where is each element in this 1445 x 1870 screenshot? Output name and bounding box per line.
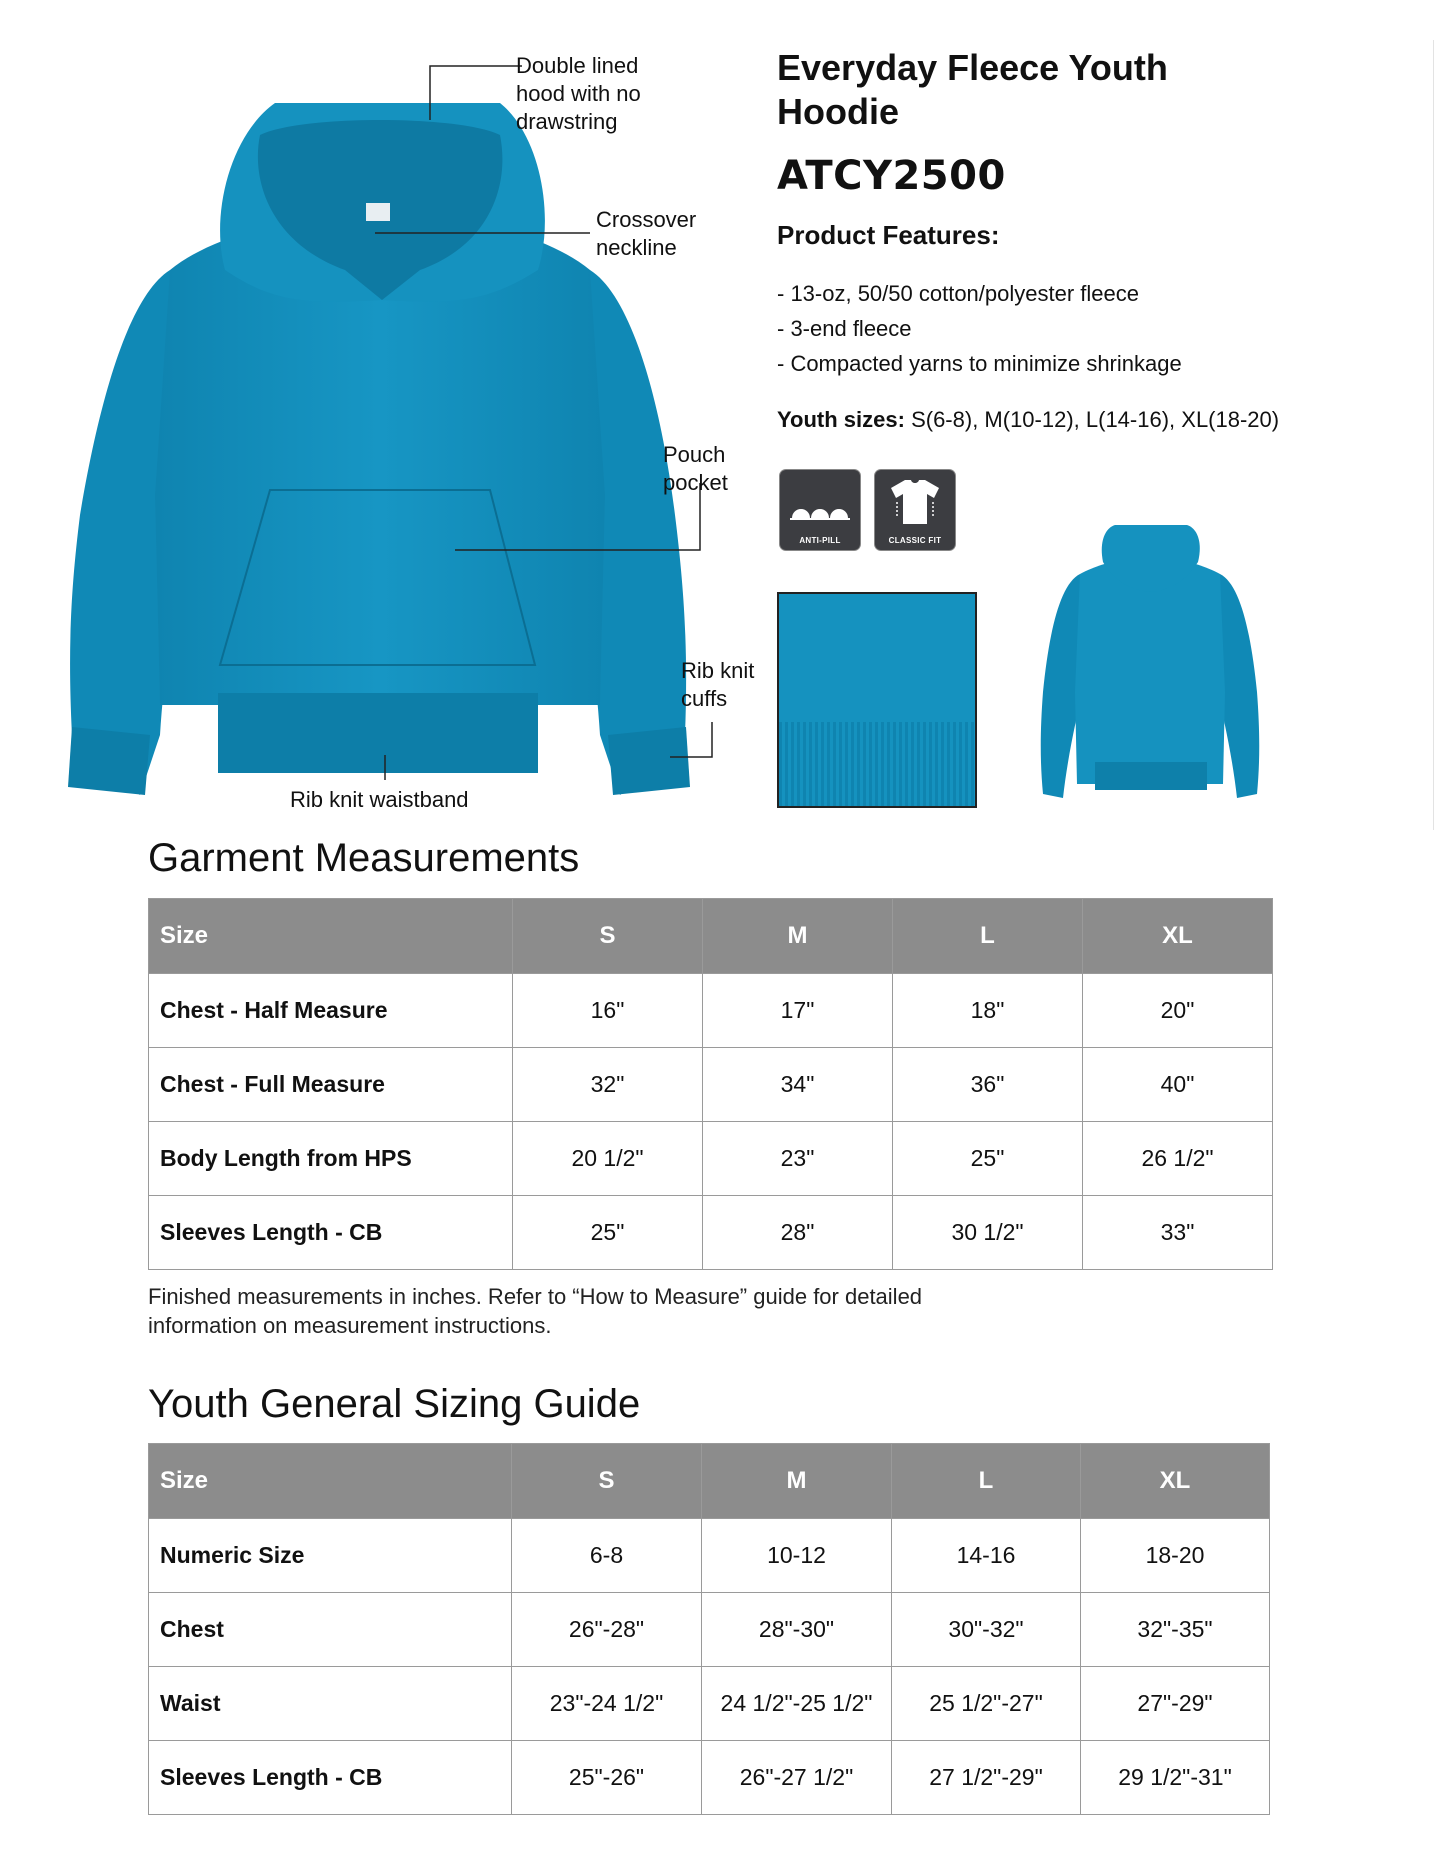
hood-callout (516, 52, 641, 136)
table-row (149, 1196, 1273, 1270)
table-cell: 26"-28" (512, 1593, 702, 1667)
callout-line: Double lined (516, 53, 639, 78)
fabric-swatch-image (777, 592, 977, 808)
table-cell: 32" (513, 1048, 703, 1122)
feature-item: - Compacted yarns to minimize shrinkage (777, 351, 1182, 376)
callout-line: hood with no (516, 81, 641, 106)
table-header-row (149, 899, 1273, 974)
youth-sizes-label: Youth sizes: (777, 407, 905, 432)
note-line: Finished measurements in inches. Refer to “How to Measure” guide for detailed (148, 1284, 923, 1309)
row-label: Chest (149, 1593, 512, 1667)
anti-pill-icon (790, 490, 850, 520)
features-heading: Product Features: (777, 220, 1000, 250)
row-label: Body Length from HPS (149, 1122, 513, 1196)
table-cell: 23" (703, 1122, 893, 1196)
column-header: L (893, 899, 1083, 974)
hoodie-back-illustration (1035, 522, 1265, 802)
cuffs-callout (681, 657, 754, 713)
table-cell: 26"-27 1/2" (702, 1741, 892, 1815)
table-cell: 26 1/2" (1083, 1122, 1273, 1196)
classic-fit-icon (889, 476, 941, 528)
row-label: Sleeves Length - CB (149, 1196, 513, 1270)
note-line: information on measurement instructions. (148, 1313, 552, 1338)
column-header: S (512, 1444, 702, 1519)
table-cell: 28"-30" (702, 1593, 892, 1667)
table-cell: 28" (703, 1196, 893, 1270)
table-row (149, 1519, 1270, 1593)
measurement-note (148, 1282, 922, 1340)
table-cell: 40" (1083, 1048, 1273, 1122)
features-list (777, 276, 1182, 381)
table-row (149, 1593, 1270, 1667)
table-cell: 27 1/2"-29" (892, 1741, 1081, 1815)
column-header: XL (1081, 1444, 1270, 1519)
table-cell: 34" (703, 1048, 893, 1122)
product-title (777, 46, 1168, 134)
product-title-line: Hoodie (777, 91, 899, 132)
table-cell: 36" (893, 1048, 1083, 1122)
column-header: S (513, 899, 703, 974)
feature-item: - 13-oz, 50/50 cotton/polyester fleece (777, 281, 1139, 306)
anti-pill-badge (780, 470, 860, 550)
table-cell: 30"-32" (892, 1593, 1081, 1667)
sizing-guide-title: Youth General Sizing Guide (148, 1382, 641, 1426)
table-cell: 18" (893, 974, 1083, 1048)
table-cell: 25"-26" (512, 1741, 702, 1815)
callout-line: Rib knit (681, 658, 755, 683)
table-cell: 25 1/2"-27" (892, 1667, 1081, 1741)
table-cell: 33" (1083, 1196, 1273, 1270)
table-cell: 17" (703, 974, 893, 1048)
column-header: Size (149, 1444, 512, 1519)
badge-label: CLASSIC FIT (888, 536, 942, 545)
garment-measurements-table (148, 898, 1273, 1270)
column-header: M (703, 899, 893, 974)
table-cell: 25" (893, 1122, 1083, 1196)
callout-line: Crossover (596, 207, 697, 232)
table-row (149, 1667, 1270, 1741)
table-cell: 20 1/2" (513, 1122, 703, 1196)
neckline-callout (596, 206, 696, 262)
table-row (149, 974, 1273, 1048)
column-header: XL (1083, 899, 1273, 974)
column-header: M (702, 1444, 892, 1519)
product-title-line: Everyday Fleece Youth (777, 47, 1168, 88)
table-cell: 29 1/2"-31" (1081, 1741, 1270, 1815)
table-cell: 20" (1083, 974, 1273, 1048)
feature-item: - 3-end fleece (777, 316, 912, 341)
table-row (149, 1048, 1273, 1122)
garment-measurements-title: Garment Measurements (148, 836, 580, 880)
table-cell: 32"-35" (1081, 1593, 1270, 1667)
column-header: Size (149, 899, 513, 974)
table-cell: 30 1/2" (893, 1196, 1083, 1270)
table-cell: 23"-24 1/2" (512, 1667, 702, 1741)
table-cell: 16" (513, 974, 703, 1048)
table-header-row (149, 1444, 1270, 1519)
column-header: L (892, 1444, 1081, 1519)
table-cell: 14-16 (892, 1519, 1081, 1593)
youth-sizes (777, 407, 1279, 433)
table-row (149, 1741, 1270, 1815)
table-cell: 27"-29" (1081, 1667, 1270, 1741)
product-code: ATCY2500 (777, 153, 1006, 199)
row-label: Numeric Size (149, 1519, 512, 1593)
table-cell: 6-8 (512, 1519, 702, 1593)
callout-line: drawstring (516, 109, 618, 134)
table-cell: 10-12 (702, 1519, 892, 1593)
callout-line: neckline (596, 235, 677, 260)
callout-line: cuffs (681, 686, 728, 711)
classic-fit-badge (875, 470, 955, 550)
sizing-guide-table (148, 1443, 1270, 1815)
waistband-callout: Rib knit waistband (290, 787, 469, 812)
row-label: Sleeves Length - CB (149, 1741, 512, 1815)
callout-line: Pouch (663, 442, 726, 467)
table-cell: 24 1/2"-25 1/2" (702, 1667, 892, 1741)
table-cell: 18-20 (1081, 1519, 1270, 1593)
pocket-callout (663, 441, 728, 497)
row-label: Chest - Full Measure (149, 1048, 513, 1122)
callout-line: pocket (663, 470, 728, 495)
badge-label: ANTI-PILL (799, 536, 841, 545)
table-row (149, 1122, 1273, 1196)
table-cell: 25" (513, 1196, 703, 1270)
page-divider (1433, 40, 1434, 830)
row-label: Chest - Half Measure (149, 974, 513, 1048)
youth-sizes-value: S(6-8), M(10-12), L(14-16), XL(18-20) (904, 407, 1280, 432)
row-label: Waist (149, 1667, 512, 1741)
